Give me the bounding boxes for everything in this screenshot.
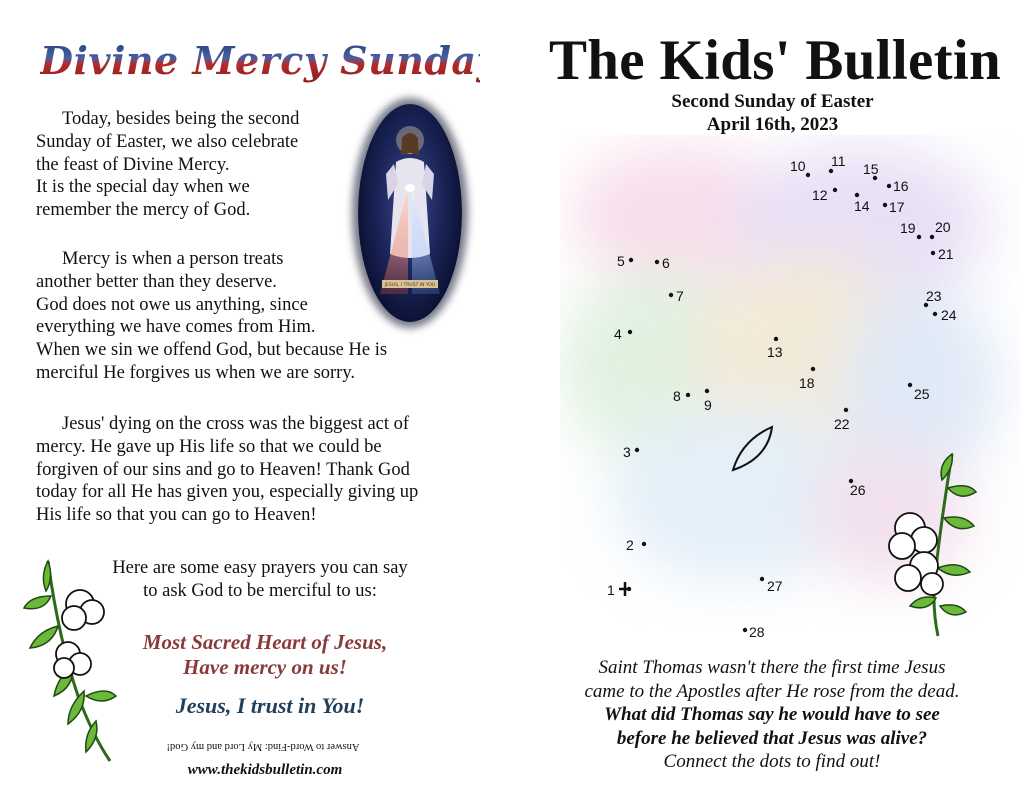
dot-label-22: 22 (834, 416, 850, 432)
prayer-sacred-heart (95, 630, 435, 680)
dot-label-11: 11 (831, 153, 846, 169)
dot-label-12: 12 (812, 187, 828, 203)
dot-5 (629, 258, 633, 262)
text-line: Most Sacred Heart of Jesus, (142, 630, 388, 654)
question-line: before he believed that Jesus was alive? (616, 727, 928, 749)
text-line: to ask God to be merciful to us: (143, 581, 377, 601)
dot-20 (930, 235, 934, 239)
dot-24 (933, 312, 937, 316)
dot-28 (743, 628, 747, 632)
dot-9 (705, 389, 709, 393)
dot-11 (829, 169, 833, 173)
dot-label-19: 19 (900, 220, 916, 236)
text-line: merciful He forgives us when we are sorry. (36, 362, 356, 383)
paragraph-mercy-definition (36, 248, 476, 385)
dot-4 (628, 330, 632, 334)
dot-10 (806, 173, 810, 177)
dot-label-8: 8 (673, 388, 681, 404)
dot-label-28: 28 (749, 624, 765, 640)
puzzle-caption (548, 656, 996, 774)
dot-label-20: 20 (935, 219, 951, 235)
dot-label-7: 7 (676, 288, 684, 304)
text-line: mercy. He gave up His life so that we could be (36, 436, 382, 457)
text-line: Mercy is when a person treats (62, 249, 284, 269)
text-line: It is the special day when we (36, 177, 250, 198)
dot-label-1: 1 (607, 582, 615, 598)
text-line: everything we have comes from Him. (36, 317, 316, 338)
dot-label-25: 25 (914, 386, 930, 402)
dot-3 (635, 448, 639, 452)
dot-label-27: 27 (767, 578, 783, 594)
text-line: His life so that you can go to Heaven! (36, 505, 317, 526)
heading-divine-mercy: Divine Mercy Sunday (40, 38, 500, 83)
dot-19 (917, 235, 921, 239)
dot-label-9: 9 (704, 397, 712, 413)
caption-line: Saint Thomas wasn't there the first time Jesus (598, 657, 946, 678)
paragraph-cross (36, 413, 486, 527)
dot-25 (908, 383, 912, 387)
text-line: Jesus' dying on the cross was the biggest act of (62, 414, 410, 434)
dot-label-10: 10 (790, 158, 806, 174)
caption-line: came to the Apostles after He rose from the dead. (584, 680, 960, 702)
dot-label-13: 13 (767, 344, 783, 360)
dot-label-17: 17 (889, 199, 905, 215)
start-cross-icon (619, 582, 631, 596)
text-line: another better than they deserve. (36, 271, 277, 292)
lily-flower-icon (880, 448, 980, 638)
subtitle-block (560, 90, 985, 136)
dot-18 (811, 367, 815, 371)
bulletin-title: The Kids' Bulletin (548, 29, 1002, 92)
text-line: today for all He has given you, especially giving up (36, 482, 419, 503)
date: April 16th, 2023 (706, 114, 839, 135)
text-line: Sunday of Easter, we also celebrate (36, 131, 299, 152)
dot-6 (655, 260, 659, 264)
image-caption: JESUS, I TRUST IN YOU (384, 283, 436, 288)
text-line: Have mercy on us! (183, 655, 347, 679)
dot-label-3: 3 (623, 444, 631, 460)
text-line: Today, besides being the second (62, 109, 300, 129)
dot-label-26: 26 (850, 482, 866, 498)
leaf-outline (733, 427, 772, 470)
dot-27 (760, 577, 764, 581)
text-line: remember the mercy of God. (36, 200, 251, 221)
instruction-line: Connect the dots to find out! (663, 751, 881, 772)
dot-17 (883, 203, 887, 207)
dot-22 (844, 408, 848, 412)
answer-upside-down: Answer to Word-Find: My Lord and my God! (166, 741, 360, 752)
dot-label-23: 23 (926, 288, 942, 304)
dot-12 (833, 188, 837, 192)
dot-16 (887, 184, 891, 188)
text-line: Here are some easy prayers you can say (112, 558, 408, 578)
dot-label-21: 21 (938, 246, 954, 262)
dot-label-14: 14 (854, 198, 870, 214)
dot-label-15: 15 (863, 161, 879, 177)
dot-label-4: 4 (614, 326, 622, 342)
text-line: the feast of Divine Mercy. (36, 154, 230, 175)
dot-label-5: 5 (617, 253, 625, 269)
text-line: When we sin we offend God, but because He is (36, 340, 388, 361)
dot-label-18: 18 (799, 375, 815, 391)
paragraph-intro (36, 108, 356, 222)
website-url: www.thekidsbulletin.com (187, 762, 343, 778)
dot-label-24: 24 (941, 307, 957, 323)
dot-label-6: 6 (662, 255, 670, 271)
dot-14 (855, 193, 859, 197)
dot-7 (669, 293, 673, 297)
text-line: God does not owe us anything, since (36, 294, 308, 315)
dot-label-16: 16 (893, 178, 909, 194)
text-line: forgiven of our sins and go to Heaven! Thank God (36, 459, 410, 480)
dot-8 (686, 393, 690, 397)
question-line: What did Thomas say he would have to see (604, 704, 940, 725)
dot-label-2: 2 (626, 537, 634, 553)
dot-2 (642, 542, 646, 546)
dot-21 (931, 251, 935, 255)
dot-13 (774, 337, 778, 341)
prayer-trust: Jesus, I trust in You! (175, 693, 365, 718)
subtitle: Second Sunday of Easter (671, 91, 874, 112)
